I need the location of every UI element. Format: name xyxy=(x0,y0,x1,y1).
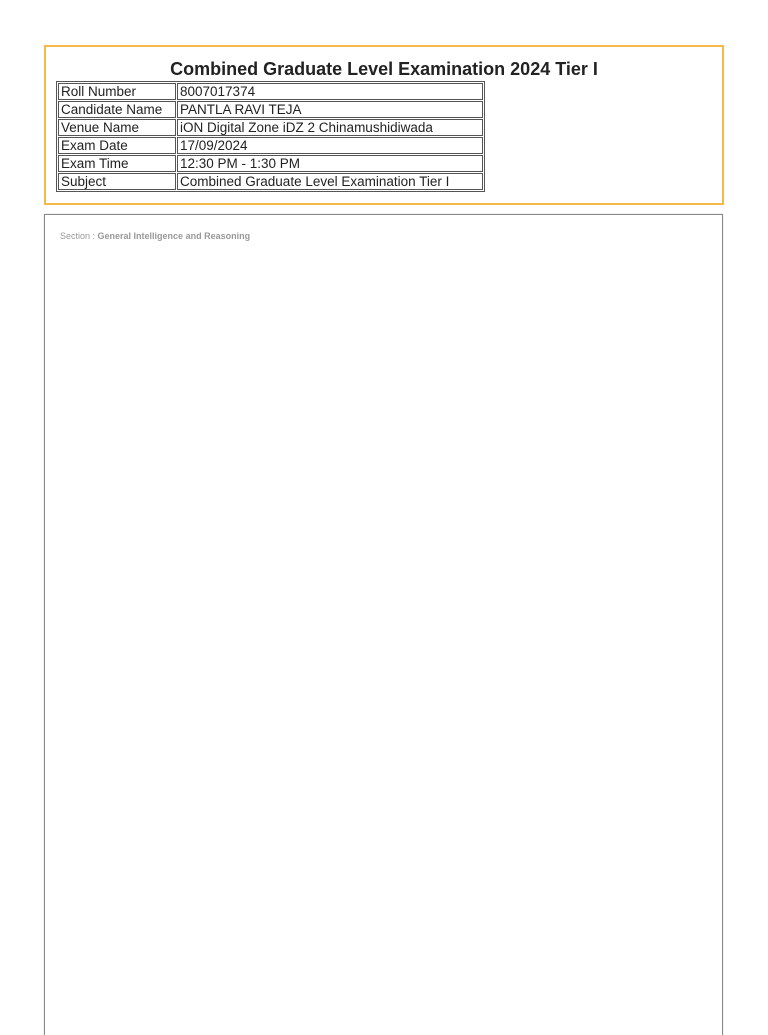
subject-label: Subject xyxy=(58,173,176,190)
table-row xyxy=(58,155,483,172)
table-row xyxy=(58,173,483,190)
table-row xyxy=(58,137,483,154)
section-prefix: Section : xyxy=(60,231,98,241)
candidate-name-label: Candidate Name xyxy=(58,101,176,118)
table-row xyxy=(58,119,483,136)
exam-time-value: 12:30 PM - 1:30 PM xyxy=(177,155,483,172)
venue-name-label: Venue Name xyxy=(58,119,176,136)
section-content-panel xyxy=(44,214,723,1035)
exam-date-label: Exam Date xyxy=(58,137,176,154)
exam-date-value: 17/09/2024 xyxy=(177,137,483,154)
table-row xyxy=(58,101,483,118)
exam-header-panel xyxy=(44,45,724,205)
subject-value: Combined Graduate Level Examination Tier I xyxy=(177,173,483,190)
roll-number-label: Roll Number xyxy=(58,83,176,100)
exam-time-label: Exam Time xyxy=(58,155,176,172)
venue-name-value: iON Digital Zone iDZ 2 Chinamushidiwada xyxy=(177,119,483,136)
section-heading xyxy=(60,231,250,241)
roll-number-value: 8007017374 xyxy=(177,83,483,100)
exam-title: Combined Graduate Level Examination 2024 Tier I xyxy=(170,59,598,79)
section-name: General Intelligence and Reasoning xyxy=(97,231,251,241)
candidate-name-value: PANTLA RAVI TEJA xyxy=(177,101,483,118)
table-row xyxy=(58,83,483,100)
candidate-info-table xyxy=(56,81,485,192)
